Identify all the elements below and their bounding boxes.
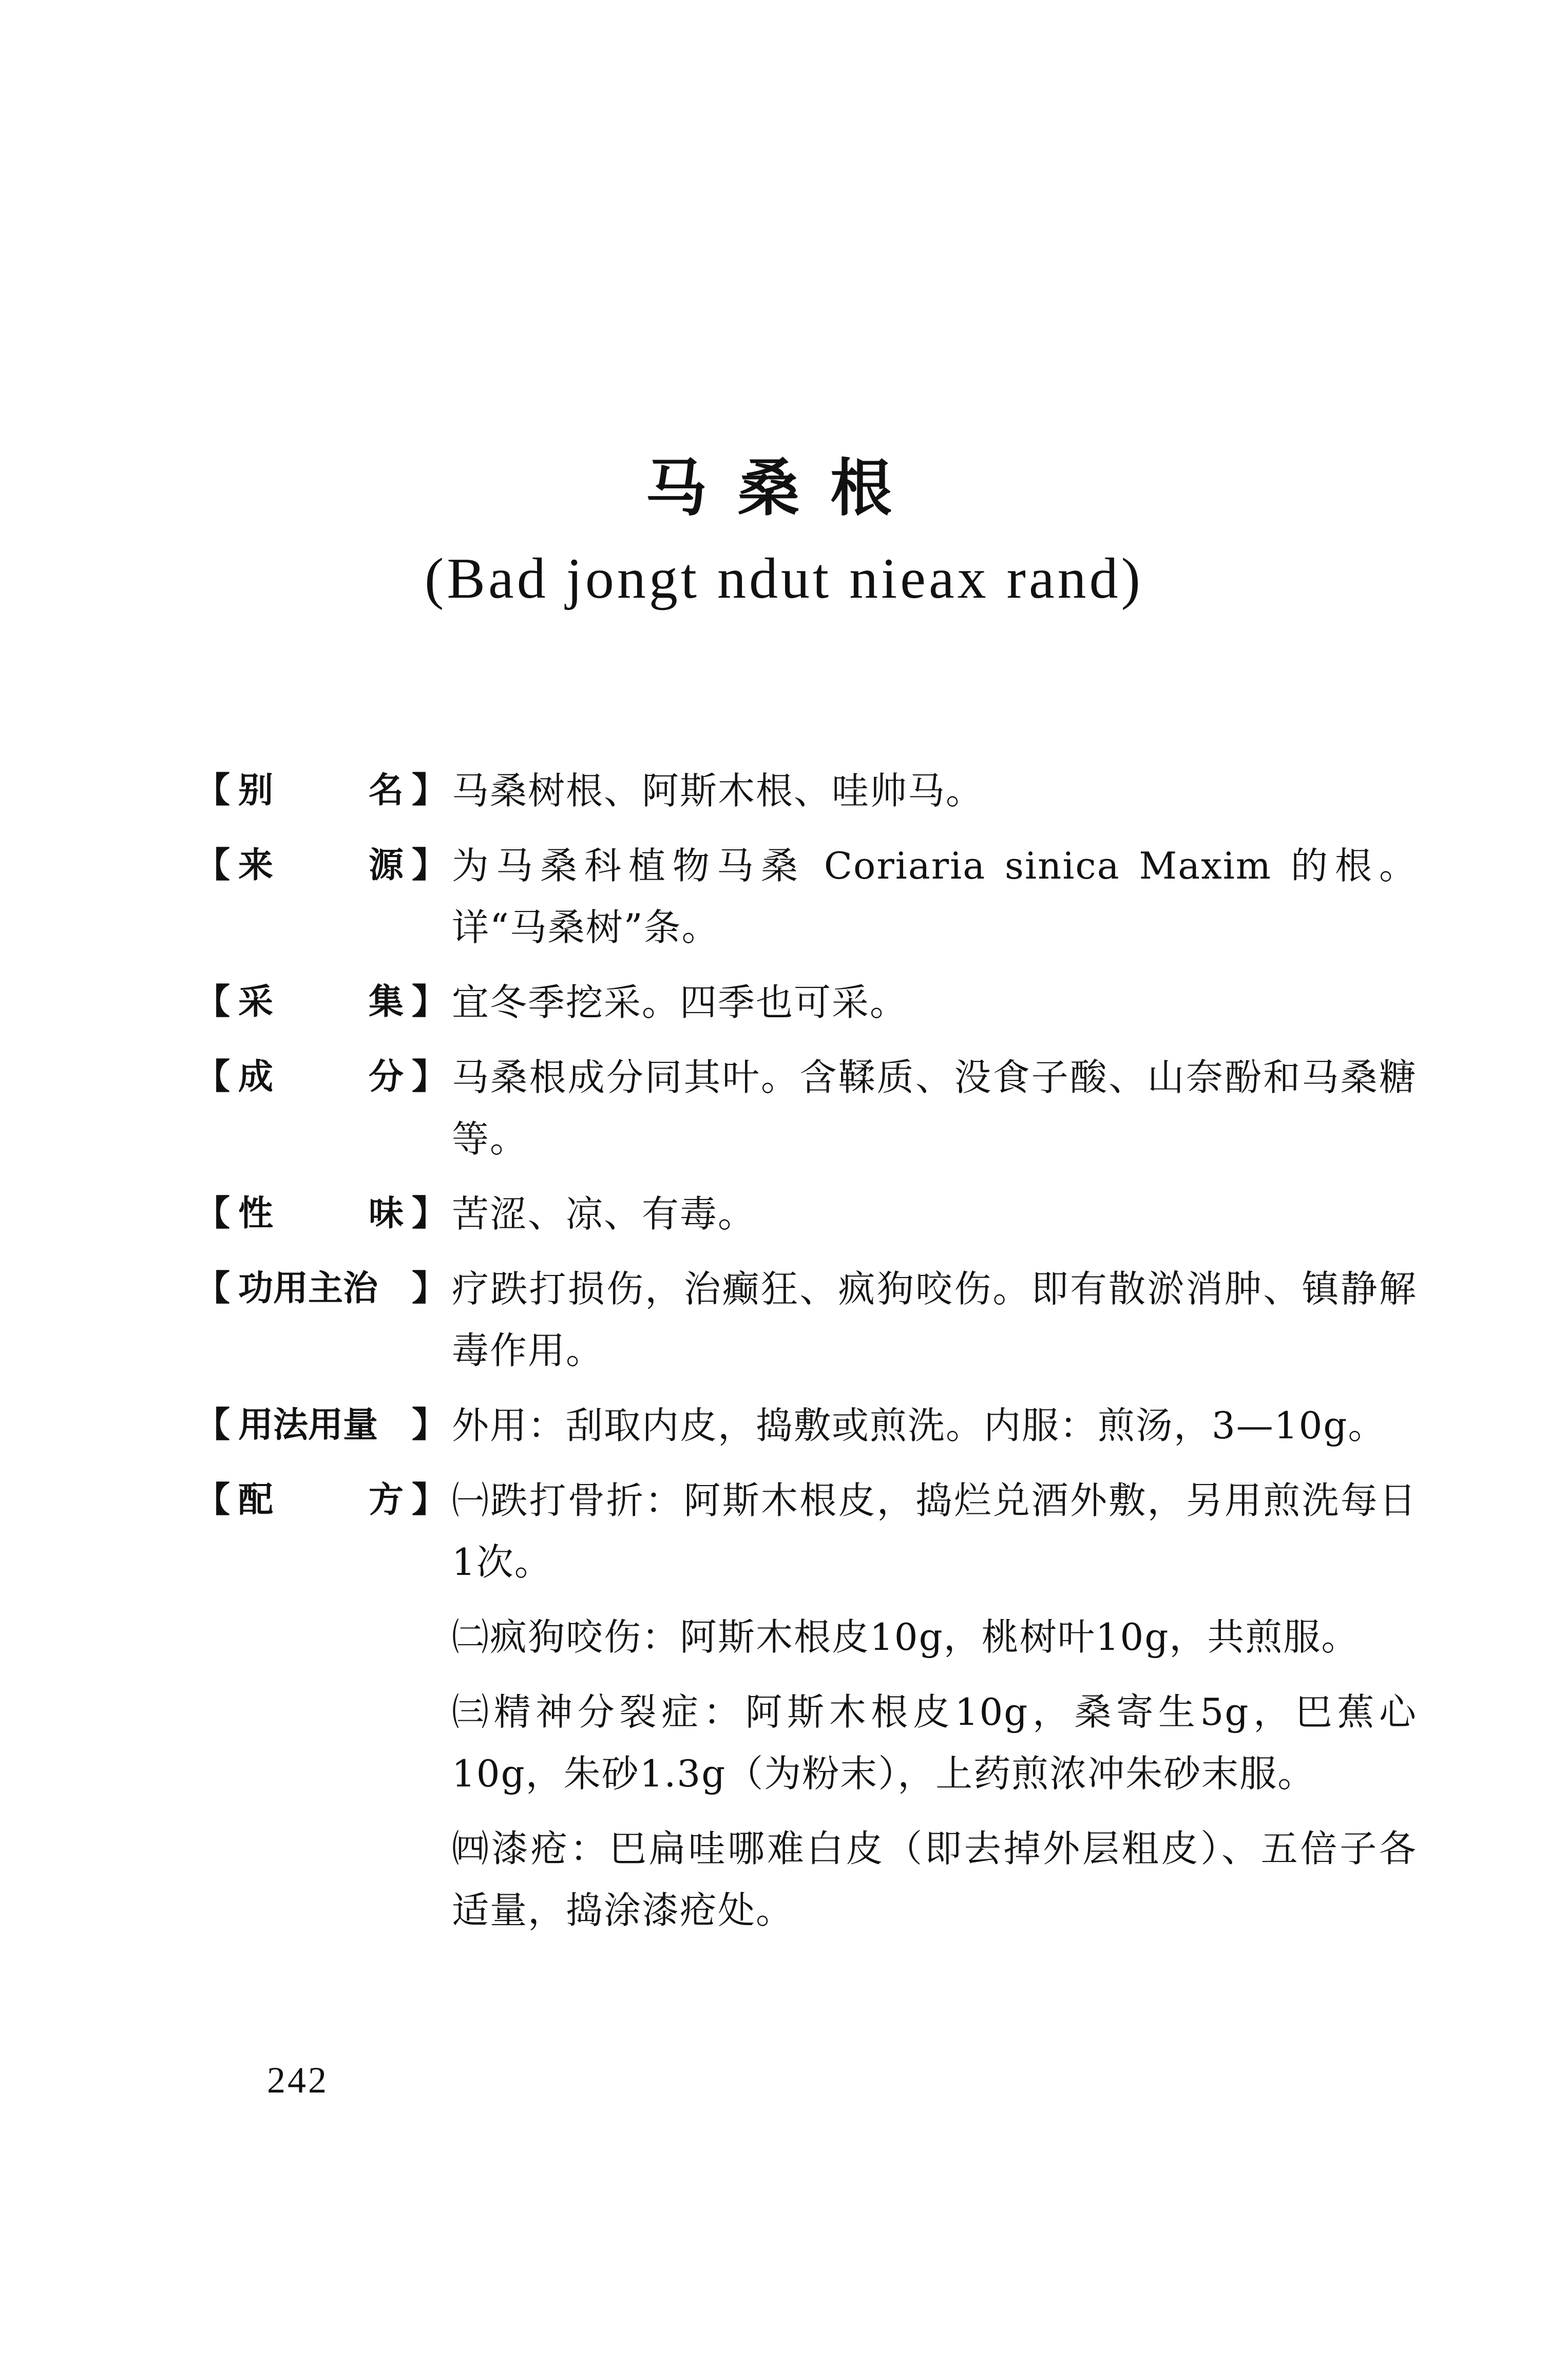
label-bracket-close: 】 <box>411 982 447 1022</box>
entry-body <box>452 760 1417 822</box>
entry-paragraph: 外用：刮取内皮，捣敷或煎洗。内服：煎汤，3—10g。 <box>452 1404 1386 1447</box>
label-text <box>230 1183 412 1245</box>
entry-paragraph: ㈡疯狗咬伤：阿斯木根皮10g，桃树叶10g，共煎服。 <box>452 1615 1360 1659</box>
label-bracket-open: 【 <box>195 1480 231 1520</box>
label-bracket-close: 】 <box>411 1057 447 1097</box>
entry-label <box>195 1258 452 1320</box>
label-bracket-open: 【 <box>195 1268 231 1309</box>
label-part-b: 味 <box>368 1193 404 1234</box>
label-part-a: 性 <box>238 1193 274 1234</box>
label-bracket-open: 【 <box>195 845 231 886</box>
entry-paragraph: 苦涩、凉、有毒。 <box>452 1192 756 1235</box>
label-text <box>230 1258 412 1320</box>
label-bracket-close: 】 <box>411 1268 447 1309</box>
page-title: 马桑根 <box>645 453 923 524</box>
label-part-a: 采 <box>238 982 274 1022</box>
entry-paragraph: 宜冬季挖采。四季也可采。 <box>452 981 908 1024</box>
entry-label <box>195 835 452 897</box>
label-part-a: 用法用量 <box>238 1405 378 1445</box>
entry-label <box>195 1470 452 1531</box>
entry-paragraph: ㈣漆疮：巴扁哇哪难白皮（即去掉外层粗皮）、五倍子各适量，捣涂漆疮处。 <box>452 1827 1417 1932</box>
entry-body <box>452 1047 1417 1170</box>
label-bracket-close: 】 <box>411 770 447 811</box>
label-bracket-close: 】 <box>411 1480 447 1520</box>
entry-body <box>452 1395 1417 1456</box>
label-part-b: 分 <box>368 1057 404 1097</box>
entry-paragraph: ㈠跌打骨折：阿斯木根皮，捣烂兑酒外敷，另用煎洗每日1次。 <box>452 1479 1417 1584</box>
page-subtitle: (Bad jongt ndut nieax rand) <box>425 547 1143 611</box>
entry-paragraph: ㈢精神分裂症：阿斯木根皮10g，桑寄生5g，巴蕉心10g，朱砂1.3g（为粉末），上药煎浓冲朱砂末服。 <box>452 1690 1417 1795</box>
entry-row <box>195 835 1417 958</box>
entry-body <box>452 1470 1417 1941</box>
label-text <box>230 835 412 897</box>
label-bracket-open: 【 <box>195 982 231 1022</box>
entry-paragraph: 为马桑科植物马桑 Coriaria sinica Maxim 的根。详“马桑树”条。 <box>452 844 1417 949</box>
label-bracket-close: 】 <box>411 1405 447 1445</box>
label-bracket-open: 【 <box>195 1405 231 1445</box>
page-number: 242 <box>267 2060 329 2101</box>
label-bracket-close: 】 <box>411 845 447 886</box>
label-text <box>230 1047 412 1108</box>
label-part-a: 别 <box>238 770 274 811</box>
label-part-a: 功用主治 <box>238 1268 378 1309</box>
label-part-b: 源 <box>368 845 404 886</box>
entry-body <box>452 1258 1417 1381</box>
entry-list <box>195 760 1417 1954</box>
entry-paragraph: 马桑树根、阿斯木根、哇帅马。 <box>452 769 984 812</box>
entry-row <box>195 1395 1417 1456</box>
entry-paragraph: 疗跌打损伤，治癫狂、疯狗咬伤。即有散淤消肿、镇静解毒作用。 <box>452 1267 1417 1372</box>
entry-body <box>452 972 1417 1033</box>
entry-row <box>195 972 1417 1033</box>
label-part-b: 集 <box>368 982 404 1022</box>
label-part-b: 方 <box>368 1480 404 1520</box>
label-part-a: 配 <box>238 1480 274 1520</box>
entry-row <box>195 1047 1417 1170</box>
entry-label <box>195 1395 452 1456</box>
entry-row <box>195 760 1417 822</box>
entry-label <box>195 1047 452 1108</box>
entry-label <box>195 1183 452 1245</box>
label-text <box>230 1470 412 1531</box>
label-text <box>230 972 412 1033</box>
label-bracket-open: 【 <box>195 770 231 811</box>
entry-body <box>452 835 1417 958</box>
entry-body <box>452 1183 1417 1245</box>
entry-row <box>195 1258 1417 1381</box>
label-part-b: 名 <box>368 770 404 811</box>
entry-row <box>195 1470 1417 1941</box>
label-bracket-close: 】 <box>411 1193 447 1234</box>
label-text <box>230 1395 412 1456</box>
label-part-a: 成 <box>238 1057 274 1097</box>
entry-label <box>195 760 452 822</box>
label-bracket-open: 【 <box>195 1057 231 1097</box>
label-text <box>230 760 412 822</box>
entry-paragraph: 马桑根成分同其叶。含鞣质、没食子酸、山奈酚和马桑糖等。 <box>452 1056 1417 1161</box>
entry-label <box>195 972 452 1033</box>
label-bracket-open: 【 <box>195 1193 231 1234</box>
entry-row <box>195 1183 1417 1245</box>
label-part-a: 来 <box>238 845 274 886</box>
